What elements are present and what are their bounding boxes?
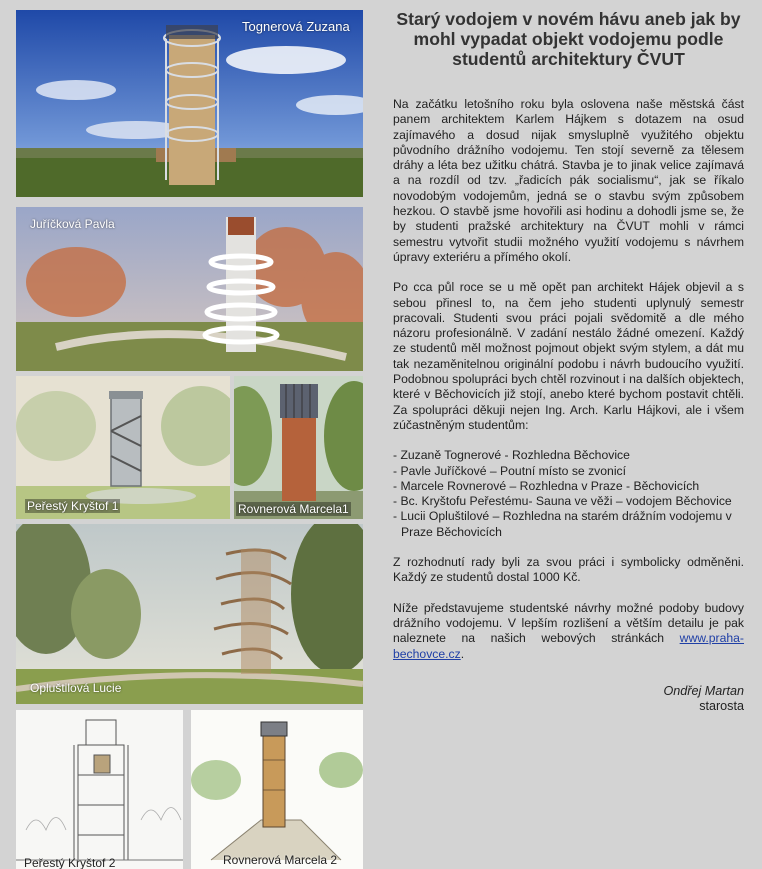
list-item: - Bc. Kryštofu Peřestému- Sauna ve věži – vodojem Běchovice	[393, 494, 732, 509]
article-paragraph-3: Z rozhodnutí rady byli za svou práci i symbolicky odměněni. Každý ze studentů dostal 1000 Kč.	[393, 555, 744, 585]
website-link[interactable]: www.praha-bechovce.cz	[393, 631, 744, 661]
image-perestky-1	[16, 376, 230, 519]
caption-perestky-2: Peřestý Kryštof 2	[24, 856, 116, 869]
image-tognerova	[16, 10, 363, 197]
article	[393, 9, 744, 715]
article-paragraph-1: Na začátku letošního roku byla oslovena naše městská část panem architektem Karlem Hájkem s dotazem na osud zajímavého a dosud nijak smysluplně využitého objektu původního drážního vodojemu. Ten stojí severně za tělesem dráhy a léta bez užitku chátrá. Stavba je to jinak velice zajímavá a na rozdíl od tzv. „řadicích pák socialismu“, jak se říkalo novodobým vodojemům, jedná se o stavbu svým způsobem hezkou. O stavbě jsme hovořili asi hodinu a dohodli jsme se, že by studenti pražské architektury na ČVUT mohli v rámci semestru vytvořit studii možného využití vodojemu s návrhem úpravy exteriéru a přímého okolí.	[393, 97, 744, 264]
caption-rovnerova-2: Rovnerová Marcela 2	[223, 853, 338, 867]
list-item: - Lucii Opluštilové – Rozhledna na starém drážním vodojemu v Praze Běchovicích	[393, 509, 732, 539]
caption-jurickova: Juříčková Pavla	[30, 217, 115, 231]
image-rovnerova-1	[234, 376, 363, 519]
link-period: .	[460, 646, 465, 661]
tower-render-2	[16, 207, 363, 371]
caption-tognerova: Tognerová Zuzana	[242, 19, 350, 34]
student-list	[393, 448, 744, 540]
image-perestky-2	[16, 710, 183, 869]
author-name: Ondřej Martan	[663, 683, 744, 698]
caption-perestky-1: Peřestý Kryštof 1	[27, 499, 119, 513]
list-item: - Zuzaně Tognerové - Rozhledna Běchovice	[393, 448, 630, 463]
tower-render-3	[16, 376, 230, 519]
signature	[393, 684, 744, 715]
section-drawing	[16, 710, 183, 869]
sketch-drawing	[191, 710, 363, 869]
caption-oplustilova: Opluštilová Lucie	[30, 681, 122, 695]
article-title: Starý vodojem v novém hávu aneb jak by mohl vypadat objekt vodojemu podle studentů architektury ČVUT	[396, 9, 741, 69]
image-oplustilova	[16, 524, 363, 704]
list-item: - Pavle Juříčkové – Poutní místo se zvonicí	[393, 463, 627, 478]
author-role: starosta	[699, 699, 744, 714]
article-paragraph-2: Po cca půl roce se u mě opět pan architekt Hájek objevil a s sebou přinesl to, na čem jeho studenti uplynulý semestr pracovali. Studenti svou práci pojali svědomitě a dle mého názoru profesionálně. V zadání nestálo žádné omezení. Každý ze studentů měl možnost pojmout objekt svým stylem, a dát mu tak nezaměnitelnou originální podobu i návrh budoucího využití. Podobnou spolupráci bych chtěl rozvinout i na dalších objektech, které v Běchovicích již stojí, anebo které bychom postavit chtěli. Za spolupráci děkuji nejen Ing. Arch. Karlu Hájkovi, ale i všem zúčastněným studentům:	[393, 280, 744, 432]
list-item: - Marcele Rovnerové – Rozhledna v Praze - Běchovicích	[393, 478, 700, 493]
tower-render-4	[234, 376, 363, 519]
caption-rovnerova-1: Rovnerová Marcela1	[238, 502, 349, 516]
tower-render-5	[16, 524, 363, 704]
article-paragraph-4	[393, 601, 744, 662]
image-rovnerova-2	[191, 710, 363, 869]
tower-render-1	[16, 10, 363, 197]
image-jurickova	[16, 207, 363, 371]
paragraph-4-text: Níže představujeme studentské návrhy možné podoby budovy drážního vodojemu. V lepším rozlišení a větším detailu je pak naleznete na našich webových stránkách	[393, 600, 744, 646]
